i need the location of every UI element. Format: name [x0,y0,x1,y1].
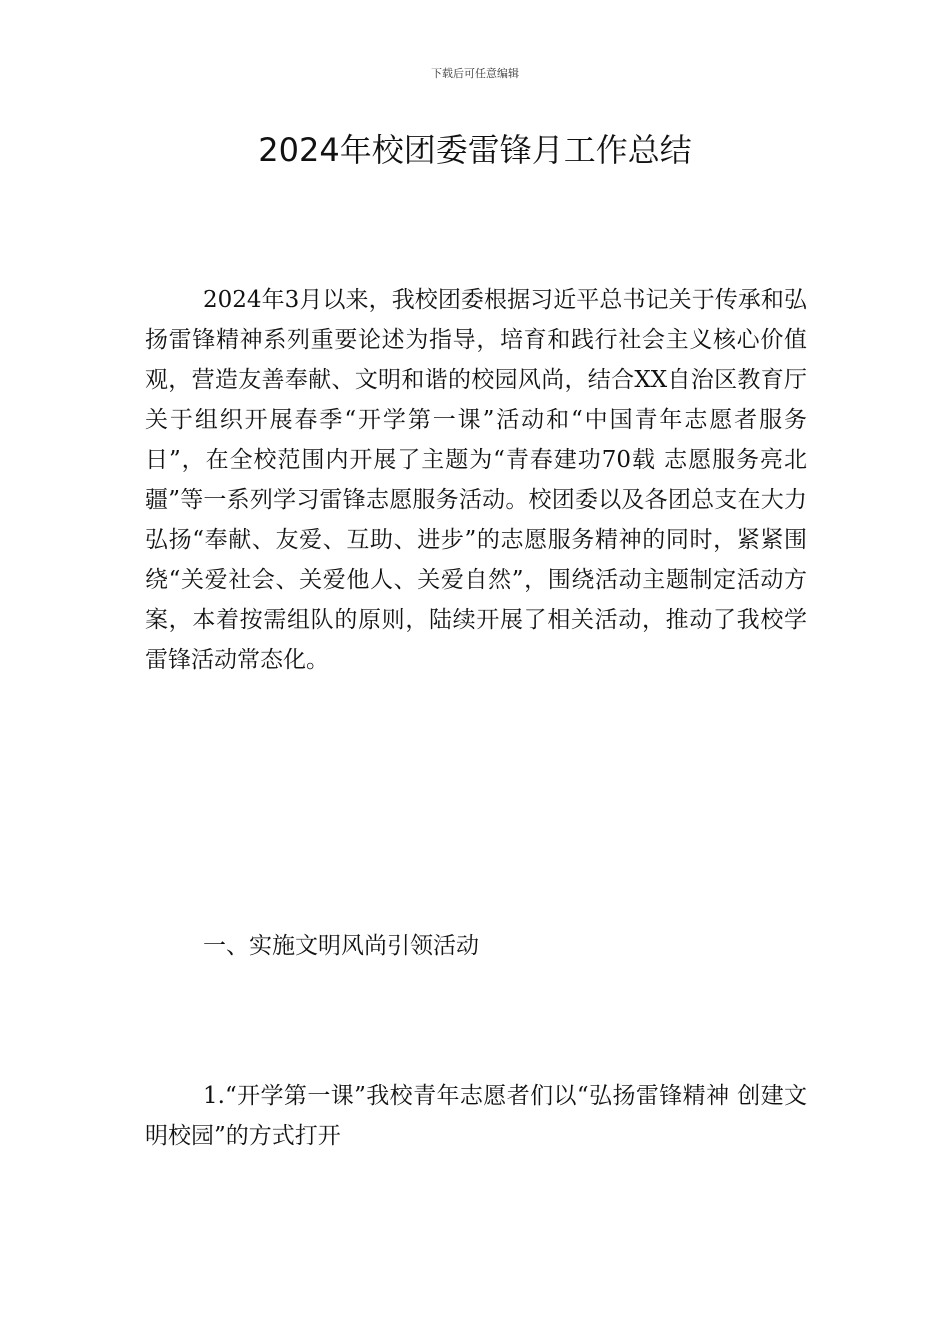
intro-paragraph: 2024年3月以来，我校团委根据习近平总书记关于传承和弘扬雷锋精神系列重要论述为指导，培育和践行社会主义核心价值观，营造友善奉献、文明和谐的校园风尚，结合XX自治区教育厅关于组织开展春季“开学第一课”活动和“中国青年志愿者服务日”，在全校范围内开展了主题为“青春建功70载 志愿服务亮北疆”等一系列学习雷锋志愿服务活动。校团委以及各团总支在大力弘扬“奉献、友爱、互助、进步”的志愿服务精神的同时，紧紧围绕“关爱社会、关爱他人、关爱自然”，围绕活动主题制定活动方案，本着按需组队的原则，陆续开展了相关活动，推动了我校学雷锋活动常态化。 [145,287,807,673]
header-note: 下载后可任意编辑 [431,67,519,80]
section-heading: 一、实施文明风尚引领活动 [203,933,479,959]
document-title: 2024年校团委雷锋月工作总结 [258,131,692,169]
item-one-paragraph: 1.“开学第一课”我校青年志愿者们以“弘扬雷锋精神 创建文明校园”的方式打开 [145,1083,807,1149]
